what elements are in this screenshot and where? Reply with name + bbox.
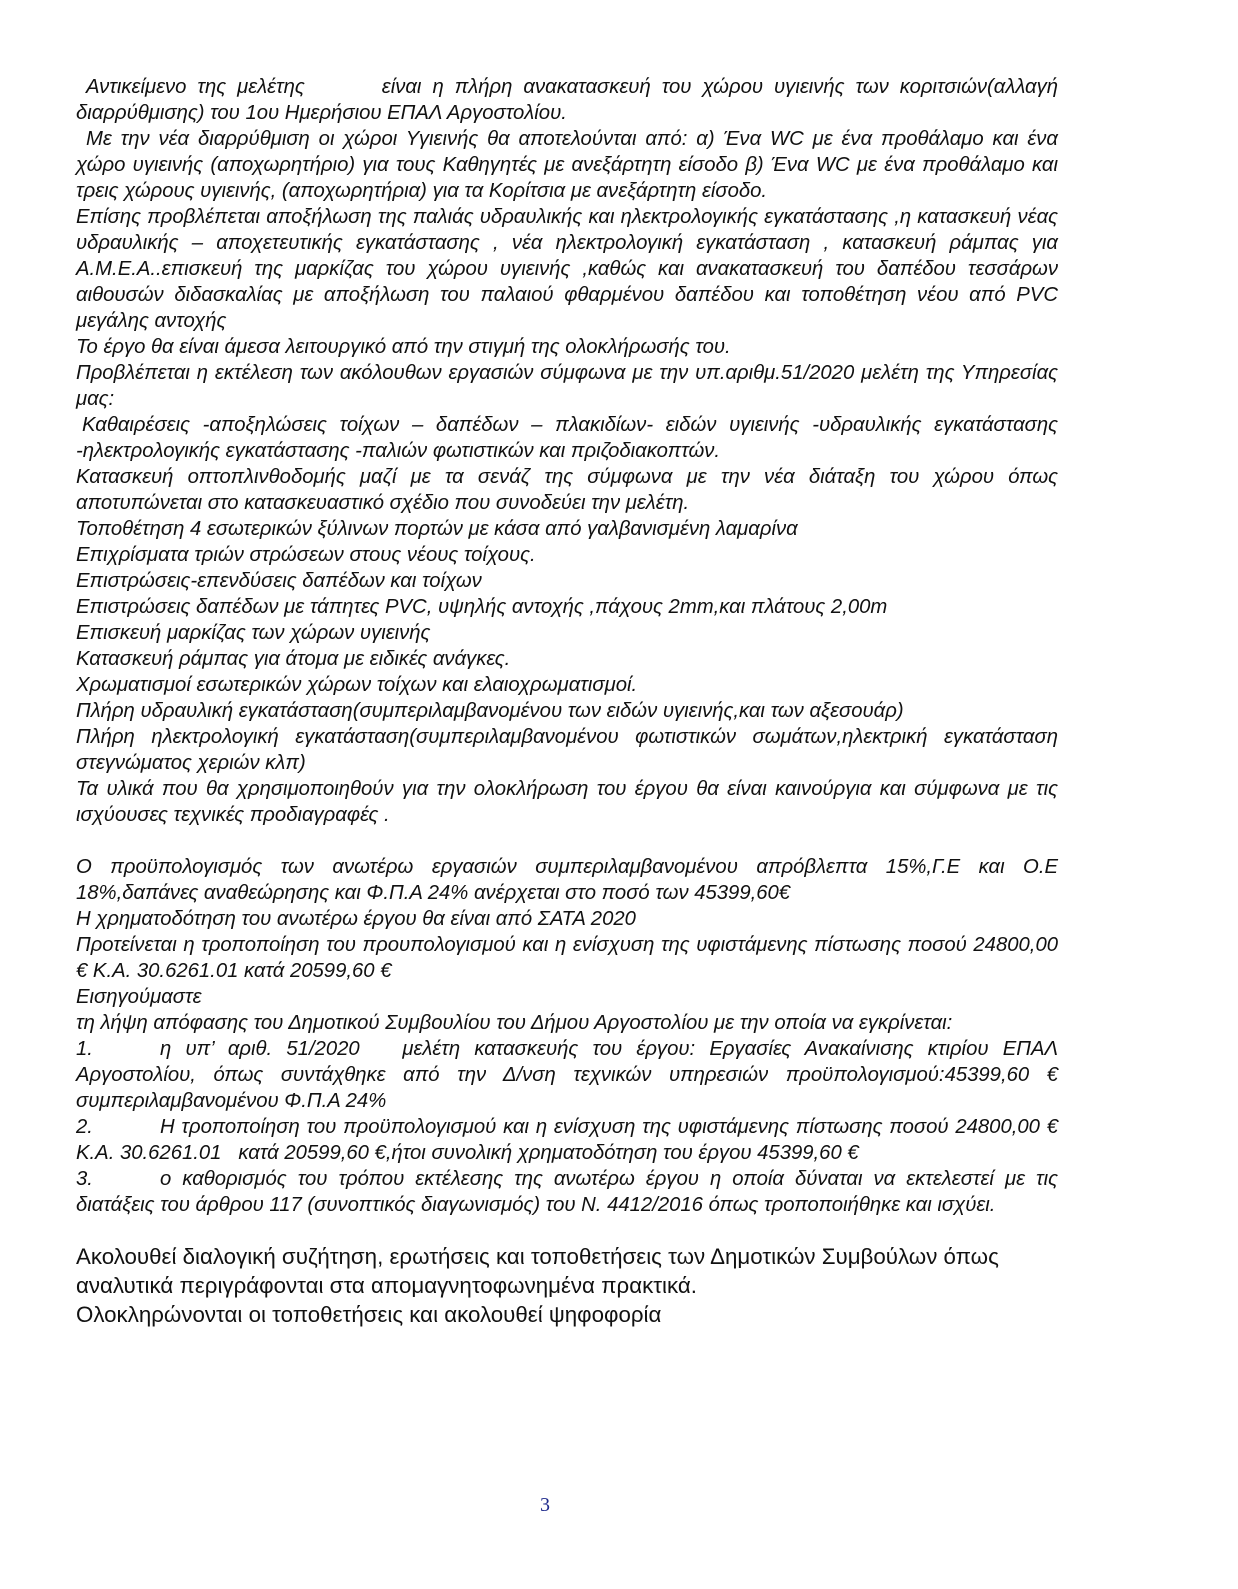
works-item-ramp: Κατασκευή ράμπας για άτομα με ειδικές ανάγκες. xyxy=(76,648,511,670)
list-item xyxy=(76,1166,1058,1218)
works-item-masonry: Κατασκευή οπτοπλινθοδομής μαζί με τα σενάζ της σύμφωνα με την νέα διάταξη του χώρου όπως αποτυπώνεται στο κατασκευαστικό σχέδιο που συνοδεύει την μελέτη. xyxy=(76,466,1058,514)
paragraph-vote: Ολοκληρώνονται οι τοποθετήσεις και ακολουθεί ψηφοφορία xyxy=(76,1302,662,1327)
works-item-demolitions: Καθαιρέσεις -αποξηλώσεις τοίχων – δαπέδων – πλακιδίων- ειδών υγιεινής -υδραυλικής εγκατάστασης -ηλεκτρολογικής εγκατάστασης -παλιών φωτιστικών και πριζοδιακοπτών. xyxy=(76,414,1058,462)
works-item-coverings: Επιστρώσεις-επενδύσεις δαπέδων και τοίχων xyxy=(76,570,482,592)
list-item xyxy=(76,1114,1058,1166)
works-item-plaster: Επιχρίσματα τριών στρώσεων στους νέους τοίχους. xyxy=(76,544,536,566)
paragraph-funding: Η χρηματοδότηση του ανωτέρω έργου θα είναι από ΣΑΤΑ 2020 xyxy=(76,908,636,930)
list-text: ο καθορισμός του τρόπου εκτέλεσης της ανωτέρω έργου η οποία δύναται να εκτελεστεί με τις διατάξεις του άρθρου 117 (συνοπτικός διαγωνισμός) του Ν. 4412/2016 όπως τροποποιήθηκε και ισχύει. xyxy=(76,1168,1058,1216)
page-body xyxy=(76,74,1058,1329)
works-item-electrical: Πλήρη ηλεκτρολογική εγκατάσταση(συμπεριλαμβανομένου φωτιστικών σωμάτων,ηλεκτρική εγκατάσταση στεγνώματος χεριών κλπ) xyxy=(76,726,1058,774)
paragraph-discussion: Ακολουθεί διαλογική συζήτηση, ερωτήσεις και τοποθετήσεις των Δημοτικών Συμβούλων όπως αναλυτικά περιγράφονται στα απομαγνητοφωνημένα πρακτικά. xyxy=(76,1244,999,1298)
paragraph-layout: Με την νέα διαρρύθμιση οι χώροι Υγιεινής θα αποτελούνται από: α) Ένα WC με ένα προθάλαμο και ένα χώρο υγιεινής (αποχωρητήριο) για τους Καθηγητές με ανεξάρτητη είσοδο β) Ένα WC με ένα προθάλαμο και τρεις χώρους υγιεινής, (αποχωρητήρια) για τα Κορίτσια με ανεξάρτητη είσοδο. xyxy=(76,128,1058,202)
list-text: η υπ’ αριθ. 51/2020 μελέτη κατασκευής του έργου: Εργασίες Ανακαίνισης κτιρίου ΕΠΑΛ Αργοστολίου, όπως συντάχθηκε από την Δ/νση τεχνικών υπηρεσιών προϋπολογισμού:45399,60 € συμπεριλαμβανομένου Φ.Π.Α 24% xyxy=(76,1038,1058,1112)
works-item-canopy: Επισκευή μαρκίζας των χώρων υγιεινής xyxy=(76,622,431,644)
list-number: 3. xyxy=(76,1168,93,1190)
works-item-painting: Χρωματισμοί εσωτερικών χώρων τοίχων και ελαιοχρωματισμοί. xyxy=(76,674,638,696)
paragraph-amendment: Προτείνεται η τροποποίηση του προυπολογισμού και η ενίσχυση της υφιστάμενης πίστωσης ποσού 24800,00 € Κ.Α. 30.6261.01 κατά 20599,60 € xyxy=(76,934,1058,982)
works-item-plumbing: Πλήρη υδραυλική εγκατάσταση(συμπεριλαμβανομένου των ειδών υγιεινής,και των αξεσουάρ) xyxy=(76,700,904,722)
list-number: 2. xyxy=(76,1116,93,1138)
paragraph-works-intro: Προβλέπεται η εκτέλεση των ακόλουθων εργασιών σύμφωνα με την υπ.αριθμ.51/2020 μελέτη της Υπηρεσίας μας: xyxy=(76,362,1058,410)
closing-section xyxy=(76,1242,1058,1329)
paragraph-operational: Το έργο θα είναι άμεσα λειτουργικό από την στιγμή της ολοκλήρωσής του. xyxy=(76,336,731,358)
paragraph-decision: τη λήψη απόφασης του Δημοτικού Συμβουλίου του Δήμου Αργοστολίου με την οποία να εγκρίνεται: xyxy=(76,1012,953,1034)
paragraph-subject: Αντικείμενο της μελέτης είναι η πλήρη ανακατασκευή του χώρου υγιεινής των κοριτσιών(αλλαγή διαρρύθμισης) του 1ου Ημερήσιου ΕΠΑΛ Αργοστολίου. xyxy=(76,76,1058,124)
page-number: 3 xyxy=(540,1494,550,1516)
works-item-doors: Τοποθέτηση 4 εσωτερικών ξύλινων πορτών με κάσα από γαλβανισμένη λαμαρίνα xyxy=(76,518,798,540)
paragraph-recommend: Εισηγούμαστε xyxy=(76,986,202,1008)
list-number: 1. xyxy=(76,1038,93,1060)
blank-line xyxy=(76,828,1058,854)
works-item-pvc-floors: Επιστρώσεις δαπέδων με τάπητες PVC, υψηλής αντοχής ,πάχους 2mm,και πλάτους 2,00m xyxy=(76,596,888,618)
list-item xyxy=(76,1036,1058,1114)
paragraph-budget: Ο προϋπολογισμός των ανωτέρω εργασιών συμπεριλαμβανομένου απρόβλεπτα 15%,Γ.Ε και Ο.Ε 18%,δαπάνες αναθεώρησης και Φ.Π.Α 24% ανέρχεται στο ποσό των 45399,60€ xyxy=(76,856,1058,904)
paragraph-materials: Τα υλικά που θα χρησιμοποιηθούν για την ολοκλήρωση του έργου θα είναι καινούργια και σύμφωνα με τις ισχύουσες τεχνικές προδιαγραφές . xyxy=(76,778,1058,826)
list-text: Η τροποποίηση του προϋπολογισμού και η ενίσχυση της υφιστάμενης πίστωσης ποσού 24800,00 € Κ.Α. 30.6261.01 κατά 20599,60 €,ήτοι συνολική χρηματοδότηση του έργου 45399,60 € xyxy=(76,1116,1058,1164)
paragraph-provisions: Επίσης προβλέπεται αποξήλωση της παλιάς υδραυλικής και ηλεκτρολογικής εγκατάστασης ,η κατασκευή νέας υδραυλικής – αποχετευτικής εγκατάστασης , νέα ηλεκτρολογική εγκατάσταση , κατασκευή ράμπας για Α.Μ.Ε.Α..επισκευή της μαρκίζας του χώρου υγιεινής ,καθώς και ανακατασκευή του δαπέδου τεσσάρων αιθουσών διδασκαλίας με αποξήλωση του παλαιού φθαρμένου δαπέδου και τοποθέτηση νέου από PVC μεγάλης αντοχής xyxy=(76,206,1058,332)
